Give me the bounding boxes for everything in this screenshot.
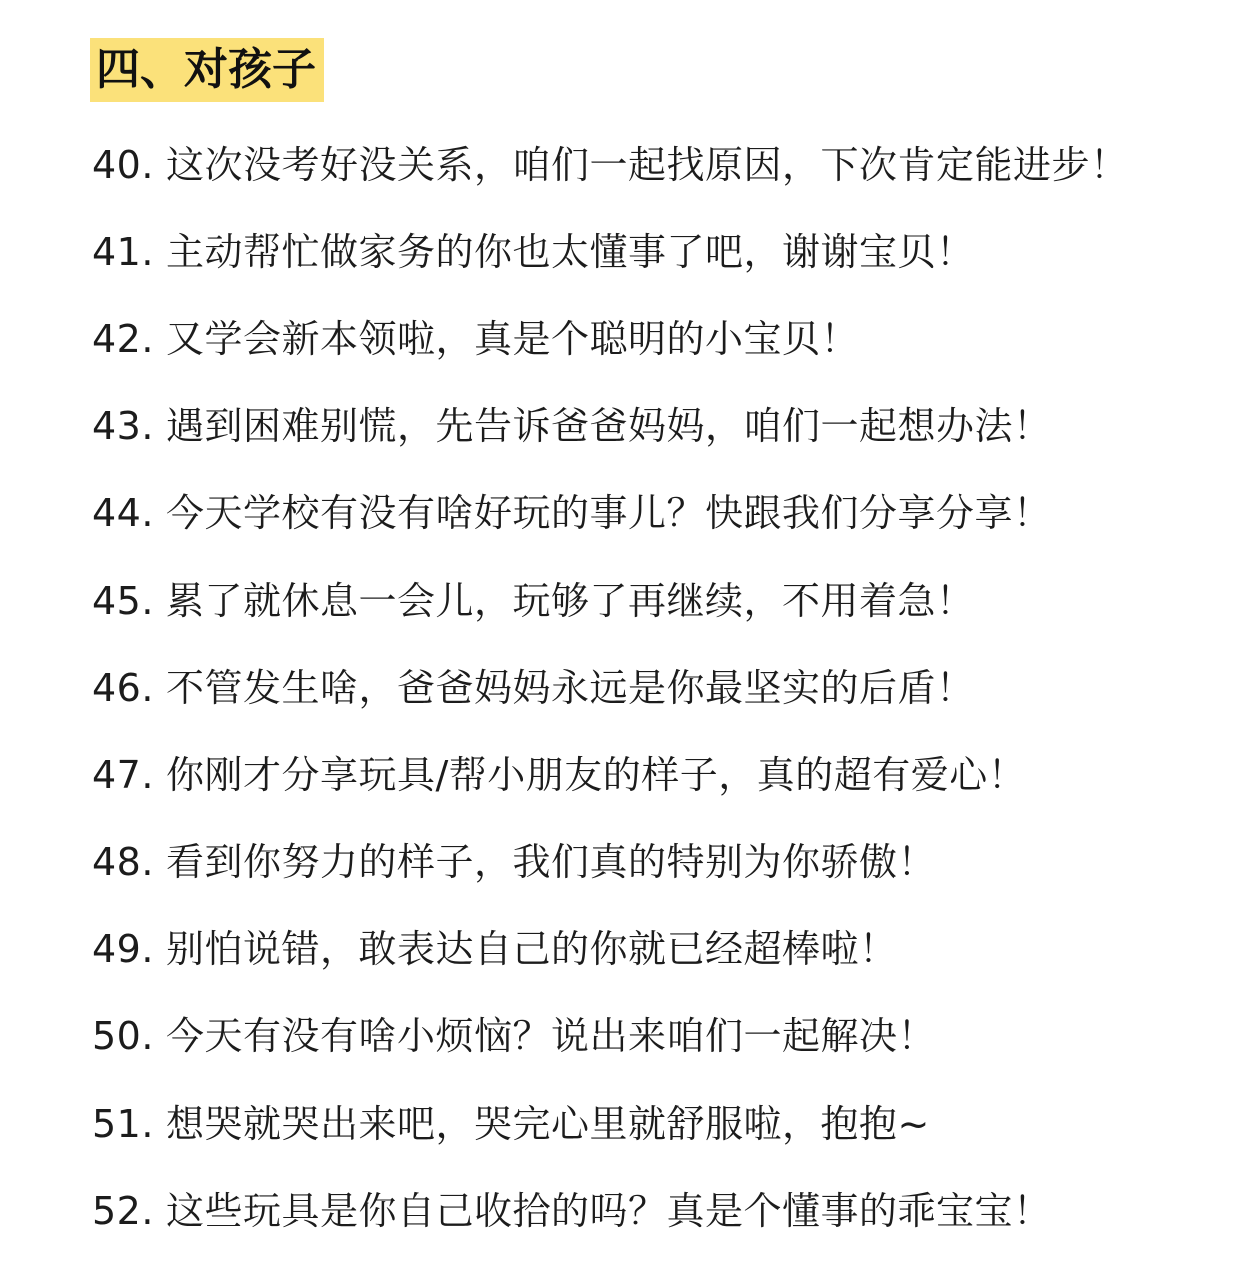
list-item: [92, 208, 1222, 295]
list-item: [92, 819, 1222, 906]
item-number: 50.: [92, 1014, 154, 1059]
list-item: [92, 731, 1222, 818]
item-number: 41.: [92, 229, 154, 274]
item-number: 46.: [92, 665, 154, 710]
item-text: 这次没考好没关系，咱们一起找原因，下次肯定能进步！: [165, 142, 1129, 187]
item-number: 40.: [92, 142, 154, 187]
item-text: 今天学校有没有啥好玩的事儿？快跟我们分享分享！: [165, 491, 1052, 536]
list-item: [92, 993, 1222, 1080]
list-item: [92, 470, 1222, 557]
item-text: 遇到困难别慌，先告诉爸爸妈妈，咱们一起想办法！: [165, 404, 1052, 449]
item-number: 43.: [92, 404, 154, 449]
item-number: 42.: [92, 316, 154, 361]
item-text: 想哭就哭出来吧，哭完心里就舒服啦，抱抱~: [165, 1101, 930, 1146]
item-text: 不管发生啥，爸爸妈妈永远是你最坚实的后盾！: [165, 665, 975, 710]
item-number: 51.: [92, 1101, 154, 1146]
list-item: [92, 383, 1222, 470]
item-text: 别怕说错，敢表达自己的你就已经超棒啦！: [165, 927, 898, 972]
item-text: 又学会新本领啦，真是个聪明的小宝贝！: [165, 316, 859, 361]
list-item: [92, 121, 1222, 208]
item-number: 44.: [92, 491, 154, 536]
list-item: [92, 557, 1222, 644]
item-number: 47.: [92, 752, 154, 797]
section-title: 四、对孩子: [90, 38, 324, 102]
item-text: 主动帮忙做家务的你也太懂事了吧，谢谢宝贝！: [165, 229, 975, 274]
item-text: 你刚才分享玩具/帮小朋友的样子，真的超有爱心！: [165, 752, 1027, 797]
item-text: 这些玩具是你自己收拾的吗？真是个懂事的乖宝宝！: [165, 1188, 1052, 1233]
item-text: 看到你努力的样子，我们真的特别为你骄傲！: [165, 840, 936, 885]
list-item: [92, 1080, 1222, 1167]
item-text: 今天有没有啥小烦恼？说出来咱们一起解决！: [165, 1014, 936, 1059]
list-item: [92, 295, 1222, 382]
item-number: 49.: [92, 927, 154, 972]
list-item: [92, 906, 1222, 993]
list-item: [92, 1167, 1222, 1254]
item-number: 48.: [92, 840, 154, 885]
item-text: 累了就休息一会儿，玩够了再继续，不用着急！: [165, 578, 975, 623]
phrase-list: [92, 121, 1222, 1254]
item-number: 52.: [92, 1188, 154, 1233]
list-item: [92, 644, 1222, 731]
item-number: 45.: [92, 578, 154, 623]
